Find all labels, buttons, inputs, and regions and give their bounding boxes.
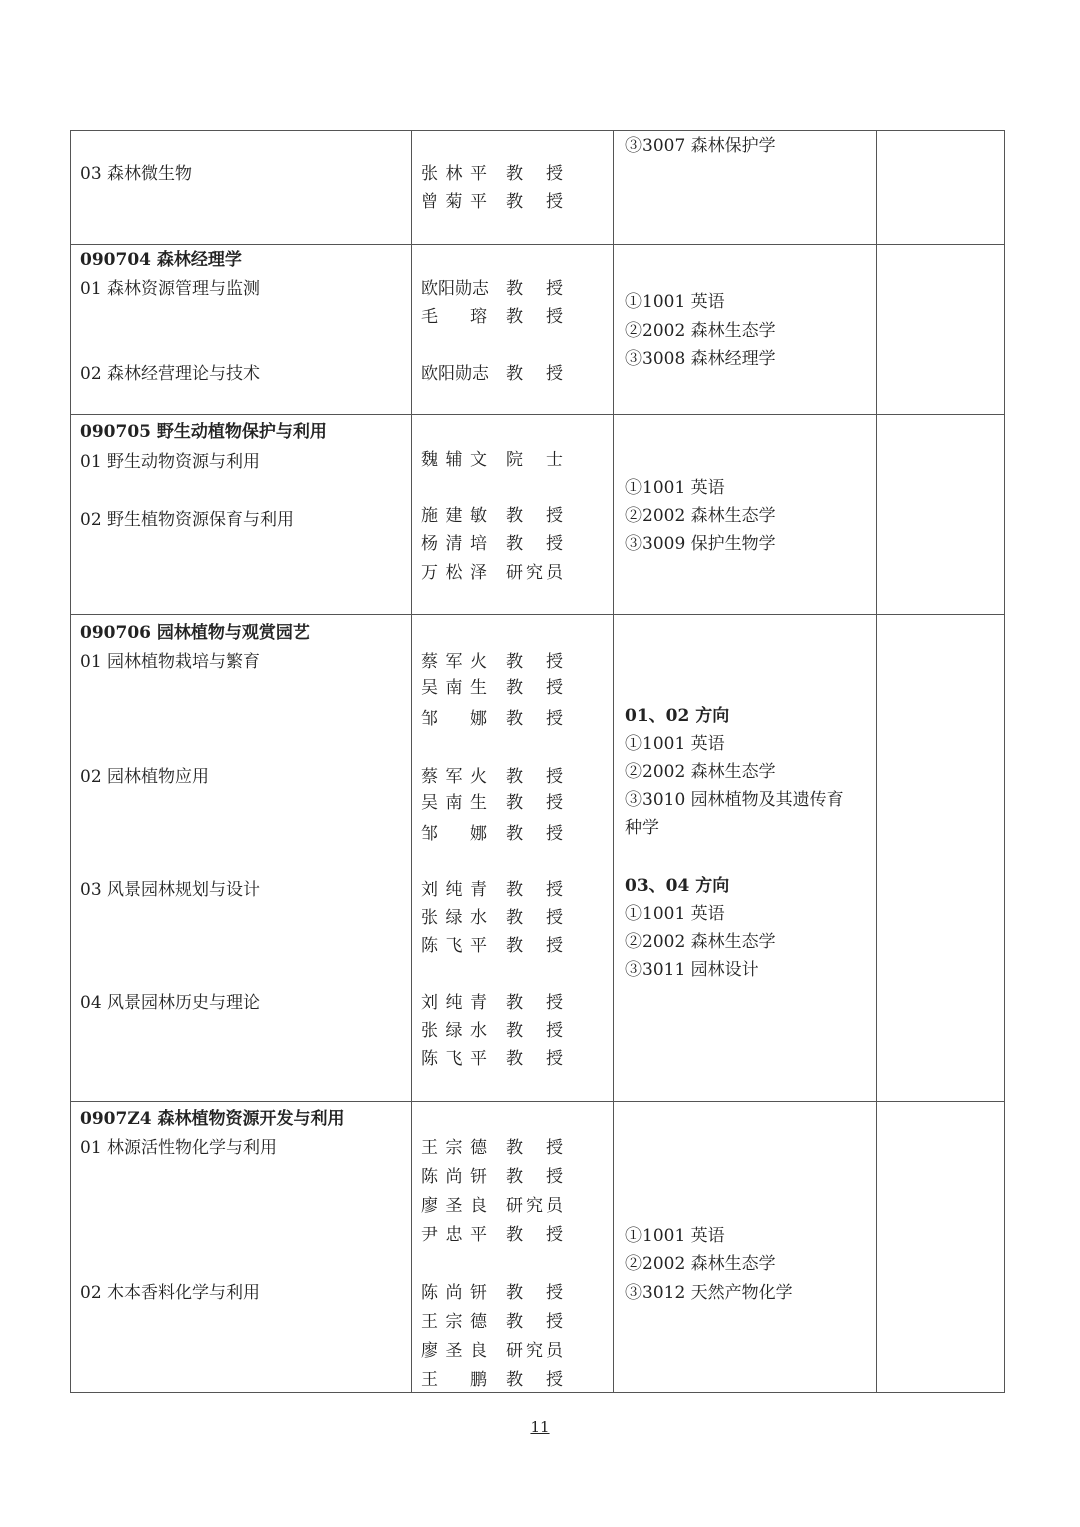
- column-divider: [613, 130, 614, 1393]
- exam-subject: ①1001 英语: [625, 904, 725, 924]
- major-direction: 02 木本香料化学与利用: [80, 1283, 261, 1303]
- advisor-name: 尹忠平: [421, 1225, 487, 1245]
- exam-subject: ③3009 保护生物学: [625, 534, 776, 554]
- advisor-title: 教 授: [506, 1049, 563, 1069]
- advisor-name: 邹 娜: [421, 709, 487, 729]
- advisor-title: 教 授: [506, 364, 563, 384]
- admission-table: [70, 130, 1005, 1393]
- major-direction: 03 森林微生物: [80, 164, 193, 184]
- exam-subject: ②2002 森林生态学: [625, 762, 776, 782]
- advisor-name: 毛 瑢: [421, 307, 487, 327]
- column-divider: [411, 130, 412, 1393]
- advisor-title: 教 授: [506, 1283, 563, 1303]
- advisor-title: 教 授: [506, 993, 563, 1013]
- advisor-name: 陈飞平: [421, 1049, 487, 1069]
- table-border-top: [70, 130, 1005, 131]
- advisor-name: 吴南生: [421, 793, 487, 813]
- advisor-name: 欧阳勋志: [421, 279, 489, 299]
- advisor-title: 教 授: [506, 1370, 563, 1390]
- advisor-name: 陈尚钘: [421, 1167, 487, 1187]
- advisor-name: 邹 娜: [421, 824, 487, 844]
- advisor-title: 教 授: [506, 279, 563, 299]
- major-direction: 01 森林资源管理与监测: [80, 279, 261, 299]
- exam-group-heading: 01、02 方向: [625, 706, 730, 726]
- exam-subject: ①1001 英语: [625, 292, 725, 312]
- advisor-title: 教 授: [506, 824, 563, 844]
- advisor-title: 教 授: [506, 164, 563, 184]
- exam-subject: ③3010 园林植物及其遗传育: [625, 790, 844, 810]
- major-direction: 02 森林经营理论与技术: [80, 364, 261, 384]
- advisor-name: 张绿水: [421, 1021, 487, 1041]
- advisor-name: 张绿水: [421, 908, 487, 928]
- column-divider: [876, 130, 877, 1393]
- advisor-name: 王宗德: [421, 1138, 487, 1158]
- advisor-name: 廖圣良: [421, 1341, 487, 1361]
- advisor-name: 王宗德: [421, 1312, 487, 1332]
- major-direction: 02 园林植物应用: [80, 767, 210, 787]
- advisor-name: 施建敏: [421, 506, 487, 526]
- major-direction: 02 野生植物资源保育与利用: [80, 510, 295, 530]
- exam-subject: ①1001 英语: [625, 734, 725, 754]
- exam-subject: ①1001 英语: [625, 478, 725, 498]
- major-code-title: 090705 野生动植物保护与利用: [80, 422, 327, 442]
- advisor-name: 吴南生: [421, 678, 487, 698]
- exam-subject: ②2002 森林生态学: [625, 932, 776, 952]
- row-divider: [70, 1101, 1005, 1102]
- advisor-title: 教 授: [506, 192, 563, 212]
- row-divider: [70, 614, 1005, 615]
- major-direction: 01 园林植物栽培与繁育: [80, 652, 261, 672]
- advisor-title: 教 授: [506, 1312, 563, 1332]
- advisor-title: 研究员: [506, 1341, 563, 1361]
- advisor-name: 欧阳勋志: [421, 364, 489, 384]
- page-number: 11: [530, 1418, 550, 1436]
- advisor-title: 教 授: [506, 307, 563, 327]
- advisor-title: 教 授: [506, 1138, 563, 1158]
- advisor-title: 教 授: [506, 534, 563, 554]
- exam-subject: 种学: [625, 818, 659, 838]
- advisor-name: 魏辅文: [421, 450, 487, 470]
- major-code-title: 090704 森林经理学: [80, 250, 242, 270]
- advisor-title: 教 授: [506, 793, 563, 813]
- major-code-title: 090706 园林植物与观赏园艺: [80, 623, 310, 643]
- advisor-title: 教 授: [506, 1021, 563, 1041]
- advisor-title: 院 士: [506, 450, 563, 470]
- row-divider: [70, 244, 1005, 245]
- advisor-title: 教 授: [506, 880, 563, 900]
- advisor-title: 教 授: [506, 678, 563, 698]
- advisor-name: 蔡军火: [421, 652, 487, 672]
- exam-subject: ②2002 森林生态学: [625, 506, 776, 526]
- exam-group-heading: 03、04 方向: [625, 876, 730, 896]
- advisor-title: 研究员: [506, 563, 563, 583]
- exam-subject: ②2002 森林生态学: [625, 321, 776, 341]
- advisor-title: 教 授: [506, 1225, 563, 1245]
- advisor-title: 教 授: [506, 908, 563, 928]
- exam-subject: ③3008 森林经理学: [625, 349, 776, 369]
- advisor-title: 研究员: [506, 1196, 563, 1216]
- advisor-name: 张林平: [421, 164, 487, 184]
- row-divider: [70, 414, 1005, 415]
- exam-subject: ③3011 园林设计: [625, 960, 759, 980]
- advisor-title: 教 授: [506, 506, 563, 526]
- table-border-left: [70, 130, 71, 1393]
- advisor-name: 万松泽: [421, 563, 487, 583]
- advisor-title: 教 授: [506, 709, 563, 729]
- major-code-title: 0907Z4 森林植物资源开发与利用: [80, 1109, 345, 1129]
- table-border-bottom: [70, 1392, 1005, 1393]
- major-direction: 04 风景园林历史与理论: [80, 993, 261, 1013]
- advisor-name: 刘纯青: [421, 993, 487, 1013]
- advisor-name: 陈飞平: [421, 936, 487, 956]
- advisor-name: 杨清培: [421, 534, 487, 554]
- advisor-name: 刘纯青: [421, 880, 487, 900]
- advisor-name: 王 鹏: [421, 1370, 487, 1390]
- major-direction: 01 野生动物资源与利用: [80, 452, 261, 472]
- exam-subject: ①1001 英语: [625, 1226, 725, 1246]
- exam-subject: ②2002 森林生态学: [625, 1254, 776, 1274]
- major-direction: 03 风景园林规划与设计: [80, 880, 261, 900]
- major-direction: 01 林源活性物化学与利用: [80, 1138, 278, 1158]
- advisor-name: 陈尚钘: [421, 1283, 487, 1303]
- table-border-right: [1004, 130, 1005, 1393]
- exam-subject: ③3012 天然产物化学: [625, 1283, 793, 1303]
- advisor-title: 教 授: [506, 936, 563, 956]
- advisor-name: 蔡军火: [421, 767, 487, 787]
- advisor-name: 曾菊平: [421, 192, 487, 212]
- advisor-title: 教 授: [506, 767, 563, 787]
- advisor-name: 廖圣良: [421, 1196, 487, 1216]
- advisor-title: 教 授: [506, 1167, 563, 1187]
- advisor-title: 教 授: [506, 652, 563, 672]
- exam-subject: ③3007 森林保护学: [625, 136, 776, 156]
